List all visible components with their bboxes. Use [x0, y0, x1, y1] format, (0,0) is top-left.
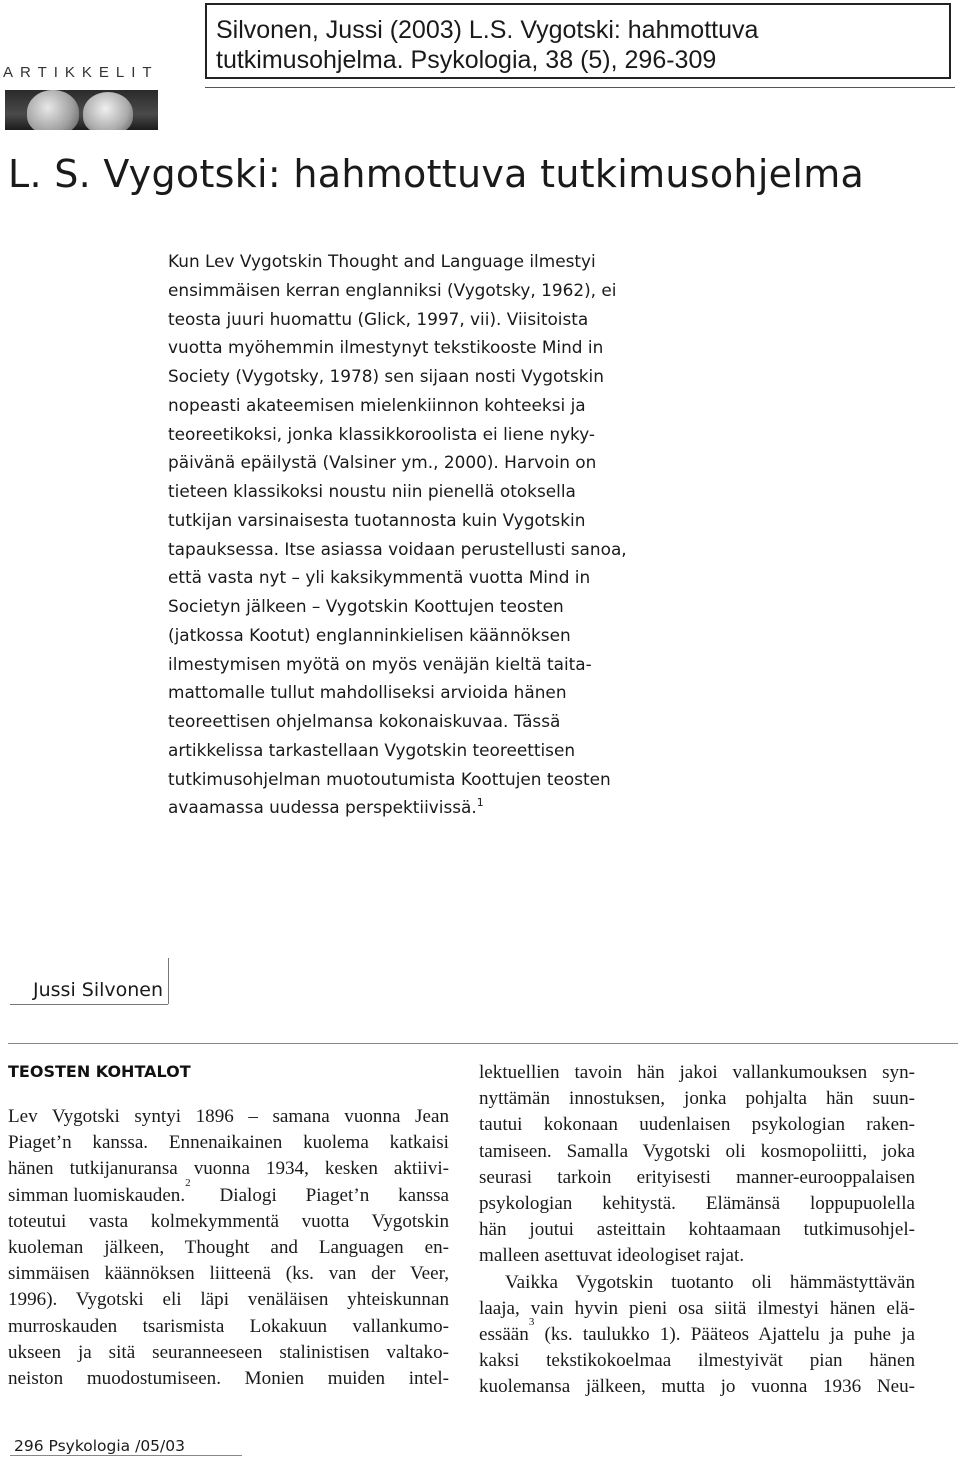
body-line: tamiseen. Samalla Vygotski oli kosmopoliitti, joka — [479, 1140, 915, 1162]
body-line: psykologian kehitystä. Elämänsä loppupuolella — [479, 1193, 915, 1215]
footer-divider — [10, 1455, 242, 1456]
abstract-line: tutkimusohjelman muotoutumista Koottujen teosten — [168, 768, 611, 789]
abstract-line: että vasta nyt – yli kaksikymmentä vuotta Mind in — [168, 567, 591, 588]
body-line: laaja, vain hyvin pieni osa siitä ilmestyi hänen elä- — [479, 1297, 915, 1319]
body-line: kuolemansa jälkeen, mutta jo vuonna 1936 Neu- — [479, 1376, 915, 1398]
header-divider — [205, 87, 955, 88]
body-line: seurasi tarkoin erityisesti manner-eurooppalaisen — [479, 1166, 915, 1188]
abstract-line-last — [168, 793, 668, 822]
photo-figure-left — [27, 90, 79, 130]
body-line: toteutui vasta kolmekymmentä vuotta Vygotskin — [8, 1210, 449, 1232]
body-line-text: essään — [479, 1324, 529, 1346]
footnote-marker[interactable]: 3 — [528, 1316, 535, 1329]
footnote-marker[interactable]: 1 — [476, 796, 484, 810]
abstract-line: Kun Lev Vygotskin Thought and Language ilmestyi — [168, 251, 596, 271]
body-line-text: Dialogi Piaget’n kanssa — [190, 1184, 449, 1206]
body-line: hänen tutkijanuransa vuonna 1934, kesken aktiivi- — [8, 1158, 449, 1180]
author-frame-vertical — [168, 958, 169, 1004]
body-line: murroskauden tsarismista Lokakuun vallankumo- — [8, 1315, 449, 1337]
abstract-line: teoreetikoksi, jonka klassikkoroolista ei liene nyky- — [168, 423, 596, 444]
abstract-line: (jatkossa Kootut) englanninkielisen käännöksen — [168, 624, 571, 645]
body-line: Vaikka Vygotskin tuotanto oli hämmästyttävän — [505, 1271, 915, 1293]
citation-line-2: tutkimusohjelma. Psykologia, 38 (5), 296-309 — [216, 46, 717, 74]
body-line: hän joutui asteittain kohtaamaan tutkimusohjel- — [479, 1219, 915, 1241]
body-column-left — [8, 1062, 449, 1392]
abstract-line: ilmestymisen myötä on myös venäjän kieltä taita- — [168, 653, 592, 674]
abstract-line: teosta juuri huomattu (Glick, 1997, vii). Viisitoista — [168, 308, 589, 329]
body-line — [8, 1176, 449, 1209]
body-line: kuoleman jälkeen, Thought and Languagen en- — [8, 1237, 449, 1259]
body-line: simmäisen käännöksen liitteenä (ks. van der Veer, — [8, 1263, 449, 1285]
body-column-right — [479, 1060, 915, 1401]
abstract-line: Societyn jälkeen – Vygotskin Koottujen teosten — [168, 596, 564, 616]
abstract-line: Society (Vygotsky, 1978) sen sijaan nosti Vygotskin — [168, 366, 604, 386]
abstract-line: mattomalle tullut mahdolliseksi arvioida hänen — [168, 682, 567, 703]
body-line — [479, 1316, 915, 1348]
body-line: kaksi tekstikokoelmaa ilmestyivät pian hänen — [479, 1350, 915, 1372]
abstract-line: tutkijan varsinaisesta tuotannosta kuin Vygotskin — [168, 509, 586, 530]
abstract-line: nopeasti akateemisen mielenkiinnon kohteeksi ja — [168, 394, 586, 415]
citation-box — [205, 3, 951, 79]
body-line: tautui kokonaan uudenlaisen psykologian raken- — [479, 1114, 915, 1136]
abstract-line: artikkelissa tarkastellaan Vygotskin teoreettisen — [168, 739, 576, 760]
body-line: Piaget’n kanssa. Ennenaikainen kuolema katkaisi — [8, 1132, 449, 1154]
body-line: lektuellien tavoin hän jakoi vallankumouksen syn- — [479, 1062, 915, 1083]
section-heading: TEOSTEN KOHTALOT — [8, 1062, 191, 1081]
photo-figure-right — [83, 92, 133, 130]
body-line: 1996). Vygotski eli läpi venäläisen yhteiskunnan — [8, 1289, 449, 1311]
abstract-line: päivänä epäilystä (Valsiner ym., 2000). Harvoin on — [168, 452, 597, 473]
header-photo — [5, 90, 158, 130]
page-footer: 296 Psykologia /05/03 — [14, 1437, 185, 1455]
section-label: ARTIKKELIT — [3, 64, 159, 81]
body-line: nyttämän innostuksen, jonka pohjalta hän suun- — [479, 1088, 915, 1110]
article-title: L. S. Vygotski: hahmottuva tutkimusohjelma — [8, 152, 865, 196]
body-line-text: (ks. taulukko 1). Pääteos Ajattelu ja puhe ja — [534, 1324, 915, 1346]
abstract-line: tieteen klassikoksi noustu niin pienellä otoksella — [168, 481, 576, 501]
abstract — [168, 247, 668, 822]
body-line-text: simman luomiskauden. — [8, 1184, 186, 1206]
body-line: Lev Vygotski syntyi 1896 – samana vuonna Jean — [8, 1106, 449, 1127]
author-frame-horizontal — [10, 1004, 168, 1005]
abstract-line: teoreettisen ohjelmansa kokonaiskuvaa. Tässä — [168, 711, 561, 731]
citation-line-1: Silvonen, Jussi (2003) L.S. Vygotski: hahmottuva — [216, 16, 759, 44]
abstract-line-text: avaamassa uudessa perspektiivissä. — [168, 797, 477, 818]
footnote-marker[interactable]: 2 — [185, 1176, 191, 1189]
abstract-line: tapauksessa. Itse asiassa voidaan perustellusti sanoa, — [168, 538, 627, 559]
body-divider — [8, 1043, 958, 1044]
author-name: Jussi Silvonen — [33, 979, 164, 1001]
body-line: malleen asettuvat ideologiset rajat. — [479, 1245, 745, 1267]
body-line: neiston muodostumiseen. Monien muiden intel- — [8, 1368, 449, 1390]
abstract-line: ensimmäisen kerran englanniksi (Vygotsky, 1962), ei — [168, 279, 617, 300]
body-line: ukseen ja sitä seuranneeseen stalinistisen valtako- — [8, 1341, 449, 1363]
abstract-line: vuotta myöhemmin ilmestynyt tekstikooste Mind in — [168, 337, 604, 358]
